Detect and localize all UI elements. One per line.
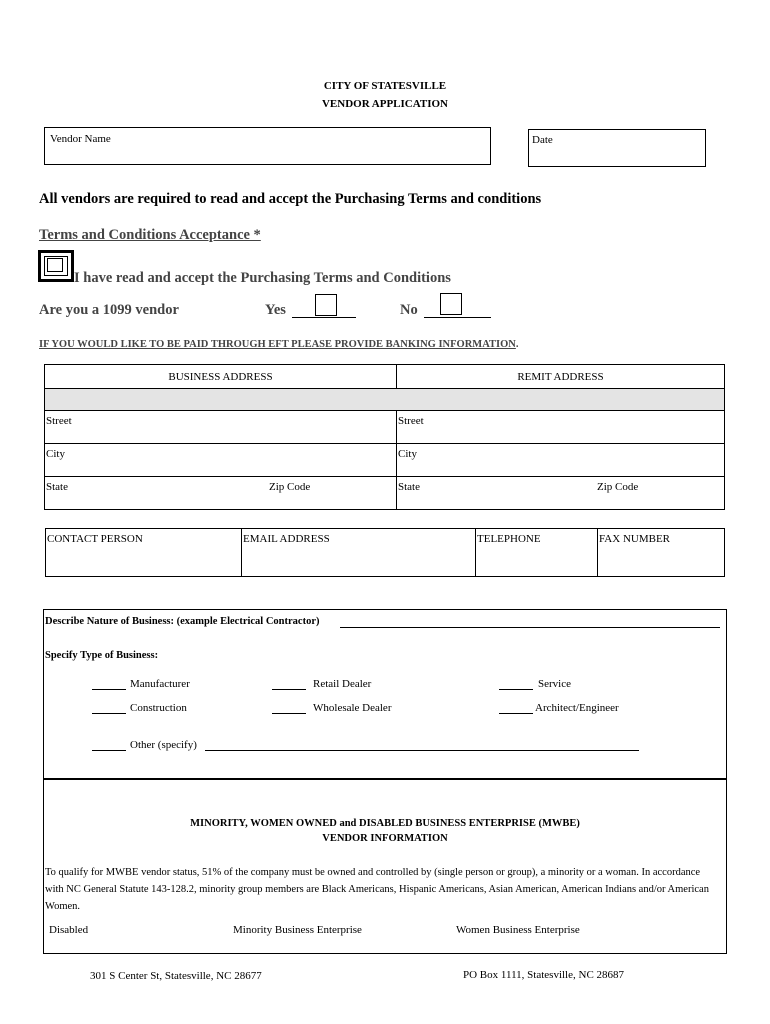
manufacturer-label: Manufacturer bbox=[130, 678, 190, 690]
terms-checkbox[interactable] bbox=[38, 250, 74, 282]
wholesale-label: Wholesale Dealer bbox=[313, 702, 392, 714]
business-state-zip-field[interactable] bbox=[45, 477, 397, 510]
retail-blank[interactable] bbox=[272, 689, 306, 690]
fax-number-label: FAX NUMBER bbox=[599, 533, 671, 545]
mwbe-divider bbox=[44, 778, 726, 779]
vendor-1099-no-label: No bbox=[400, 302, 418, 318]
vendor-1099-yes-checkbox[interactable] bbox=[315, 294, 337, 316]
business-state-label: State bbox=[46, 481, 68, 493]
eft-notice: IF YOU WOULD LIKE TO BE PAID THROUGH EFT PLEASE PROVIDE BANKING INFORMATION. bbox=[39, 339, 519, 350]
address-shaded-row bbox=[45, 389, 725, 411]
business-city-field[interactable] bbox=[45, 444, 397, 477]
contact-person-field[interactable] bbox=[46, 529, 242, 577]
email-address-field[interactable] bbox=[242, 529, 476, 577]
footer-po-box: PO Box 1111, Statesville, NC 28687 bbox=[463, 969, 625, 981]
remit-state-label: State bbox=[398, 481, 420, 493]
email-address-label: EMAIL ADDRESS bbox=[243, 533, 330, 545]
fax-number-field[interactable] bbox=[598, 529, 725, 577]
eft-notice-text: IF YOU WOULD LIKE TO BE PAID THROUGH EFT PLEASE PROVIDE BANKING INFORMATION bbox=[39, 339, 516, 350]
form-title-application: VENDOR APPLICATION bbox=[321, 98, 448, 110]
contact-person-label: CONTACT PERSON bbox=[47, 533, 143, 545]
other-blank[interactable] bbox=[92, 750, 126, 751]
remit-zip-label: Zip Code bbox=[597, 481, 639, 493]
form-title-city: CITY OF STATESVILLE bbox=[323, 80, 447, 92]
minority-label: Minority Business Enterprise bbox=[233, 924, 362, 936]
remit-street-field[interactable] bbox=[397, 411, 725, 444]
vendor-name-label: Vendor Name bbox=[50, 133, 111, 145]
service-label: Service bbox=[538, 678, 571, 690]
women-label: Women Business Enterprise bbox=[456, 924, 580, 936]
other-label: Other (specify) bbox=[130, 739, 197, 751]
architect-blank[interactable] bbox=[499, 713, 533, 714]
mwbe-heading: MINORITY, WOMEN OWNED and DISABLED BUSINESS ENTERPRISE (MWBE) bbox=[190, 818, 580, 829]
mwbe-section bbox=[43, 779, 727, 954]
telephone-label: TELEPHONE bbox=[477, 533, 541, 545]
terms-notice: All vendors are required to read and accept the Purchasing Terms and conditions bbox=[39, 191, 542, 207]
describe-business-input[interactable] bbox=[340, 627, 720, 628]
address-table bbox=[44, 364, 725, 510]
terms-heading: Terms and Conditions Acceptance * bbox=[39, 227, 261, 243]
other-specify-input[interactable] bbox=[205, 750, 639, 751]
remit-street-label: Street bbox=[398, 415, 424, 427]
mwbe-paragraph: To qualify for MWBE vendor status, 51% of the company must be owned and controlled by (single person or group), a minority or a woman. In accordance with NC General Statute 143-128.2, minority group members are Black Americans, Hispanic Americans, Asian American, American Indians and/or American Women. bbox=[45, 867, 709, 912]
vendor-1099-yes-label: Yes bbox=[265, 302, 286, 318]
describe-business-label: Describe Nature of Business: (example Electrical Contractor) bbox=[45, 616, 320, 627]
date-field[interactable] bbox=[528, 129, 706, 167]
no-underline bbox=[424, 317, 491, 318]
business-address-header: BUSINESS ADDRESS bbox=[45, 365, 397, 389]
business-zip-label: Zip Code bbox=[269, 481, 311, 493]
disabled-label: Disabled bbox=[49, 924, 89, 936]
remit-city-label: City bbox=[398, 448, 417, 460]
telephone-field[interactable] bbox=[476, 529, 598, 577]
mwbe-subheading: VENDOR INFORMATION bbox=[322, 833, 448, 844]
business-street-field[interactable] bbox=[45, 411, 397, 444]
remit-state-zip-field[interactable] bbox=[397, 477, 725, 510]
wholesale-blank[interactable] bbox=[272, 713, 306, 714]
specify-type-label: Specify Type of Business: bbox=[45, 650, 159, 661]
construction-label: Construction bbox=[130, 702, 187, 714]
business-city-label: City bbox=[46, 448, 65, 460]
construction-blank[interactable] bbox=[92, 713, 126, 714]
architect-label: Architect/Engineer bbox=[535, 702, 619, 714]
footer-street-address: 301 S Center St, Statesville, NC 28677 bbox=[90, 970, 262, 982]
business-street-label: Street bbox=[46, 415, 72, 427]
contact-table bbox=[45, 528, 725, 577]
service-blank[interactable] bbox=[499, 689, 533, 690]
remit-city-field[interactable] bbox=[397, 444, 725, 477]
terms-checkbox-label: I have read and accept the Purchasing Terms and Conditions bbox=[74, 270, 451, 286]
vendor-1099-question: Are you a 1099 vendor bbox=[39, 302, 179, 318]
vendor-name-field[interactable] bbox=[44, 127, 491, 165]
vendor-1099-no-checkbox[interactable] bbox=[440, 293, 462, 315]
manufacturer-blank[interactable] bbox=[92, 689, 126, 690]
business-description-section bbox=[43, 609, 727, 780]
date-label: Date bbox=[532, 134, 553, 146]
retail-label: Retail Dealer bbox=[313, 678, 372, 690]
yes-underline bbox=[292, 317, 356, 318]
remit-address-header: REMIT ADDRESS bbox=[397, 365, 725, 389]
